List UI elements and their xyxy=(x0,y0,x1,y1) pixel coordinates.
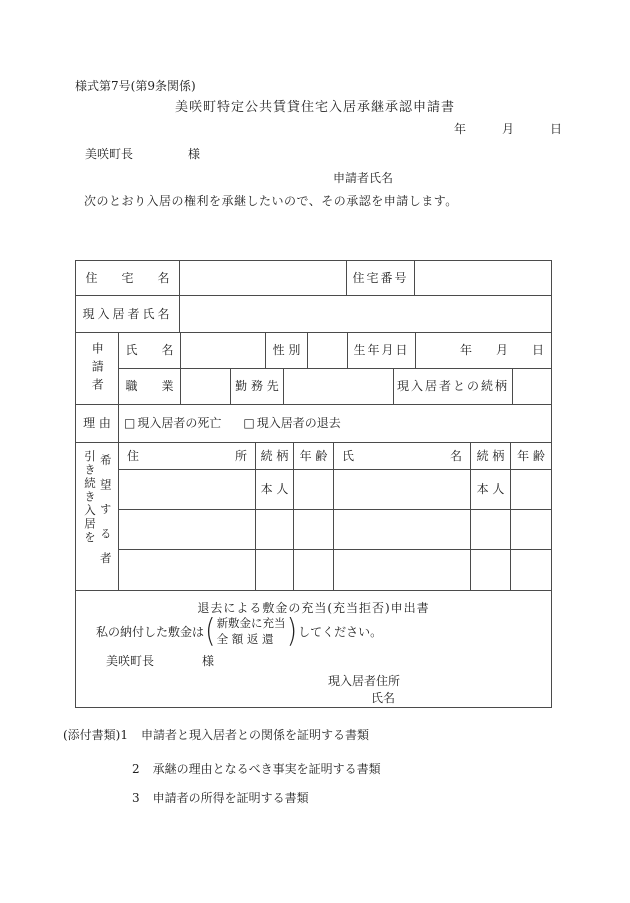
reason-option-moveout-label: 現入居者の退去 xyxy=(256,416,341,431)
household-age-field[interactable] xyxy=(294,550,334,590)
deposit-sentence-suffix: してください。 xyxy=(298,625,383,640)
household-header-row xyxy=(119,443,551,470)
addressee-name: 美咲町長 xyxy=(85,147,134,161)
current-resident-label: 現入居者氏名 xyxy=(76,296,180,332)
resident-name-label: 氏名 xyxy=(371,691,396,705)
household-relation-field[interactable] xyxy=(256,550,294,590)
attachment-text: 承継の理由となるべき事実を証明する書類 xyxy=(152,762,381,776)
household-relation2-field[interactable] xyxy=(471,510,511,549)
birthdate-label: 生年月日 xyxy=(348,333,416,368)
close-brace: ) xyxy=(286,613,298,650)
household-age2-header: 年 齢 xyxy=(517,448,545,463)
household-name-field[interactable] xyxy=(334,550,471,590)
date-line: 年 月 日 xyxy=(453,122,562,136)
applicant-name-label-cell: 氏 名 xyxy=(119,333,181,368)
workplace-field[interactable] xyxy=(284,369,394,404)
household-age2-field[interactable] xyxy=(511,510,551,549)
housing-number-label: 住宅番号 xyxy=(347,261,415,295)
workplace-label: 勤 務 先 xyxy=(231,369,284,404)
household-row-1 xyxy=(119,470,551,510)
household-age2-field[interactable] xyxy=(511,470,551,509)
attachment-number: 1 xyxy=(120,728,129,742)
household-name-field[interactable] xyxy=(334,470,471,509)
attachment-item-2 xyxy=(63,760,381,777)
household-age-header: 年 齢 xyxy=(294,443,334,469)
open-brace: ( xyxy=(205,613,216,650)
housing-row xyxy=(76,261,551,296)
household-name-field[interactable] xyxy=(334,510,471,549)
attachments-prefix: (添付書類) xyxy=(63,728,121,742)
addressee-line xyxy=(85,147,200,162)
checkbox-moveout-icon[interactable]: □ xyxy=(243,416,255,431)
addressee-honorific: 様 xyxy=(188,147,201,161)
applicant-section xyxy=(76,333,551,405)
deposit-addressee: 美咲町長 xyxy=(106,654,155,668)
body-text: 次のとおり入居の権利を承継したいので、その承認を申請します。 xyxy=(84,194,458,208)
household-age-field[interactable] xyxy=(294,510,334,549)
household-row-3 xyxy=(119,550,551,590)
housing-number-field[interactable] xyxy=(415,261,551,295)
household-address-field[interactable] xyxy=(119,470,256,509)
applicant-side-label: 申請者 xyxy=(76,333,119,404)
household-address-field[interactable] xyxy=(119,550,256,590)
reason-row xyxy=(76,405,551,443)
household-address-header: 住 所 xyxy=(119,443,256,469)
household-row-2 xyxy=(119,510,551,550)
document-title: 美咲町特定公共賃貸住宅入居承継承認申請書 xyxy=(174,100,455,115)
attachment-number: 3 xyxy=(132,791,140,805)
attachment-number: 2 xyxy=(132,762,140,776)
relationship-label: 現入居者との続柄 xyxy=(394,369,513,404)
deposit-honorific: 様 xyxy=(202,654,215,668)
attachment-text: 申請者の所得を証明する書類 xyxy=(152,791,309,805)
household-relation2-value: 本 人 xyxy=(471,470,511,509)
deposit-option-refund[interactable]: 全 額 返 還 xyxy=(216,631,274,646)
household-relation-header: 続 柄 xyxy=(256,443,294,469)
household-name-header: 氏 名 xyxy=(334,443,471,469)
attachment-item-1 xyxy=(63,726,381,743)
birthdate-field[interactable]: 年 月 日 xyxy=(459,343,544,358)
housing-name-field[interactable] xyxy=(180,261,347,295)
household-side-label: 引き続き入居を 希望する者 xyxy=(76,443,119,590)
applicant-name-field[interactable] xyxy=(181,333,266,368)
deposit-title: 退去による敷金の充当(充当拒否)申出書 xyxy=(197,601,430,615)
reason-label: 理 由 xyxy=(76,405,119,442)
deposit-sentence-prefix: 私の納付した敷金は xyxy=(96,625,205,640)
current-resident-field[interactable] xyxy=(180,296,551,332)
household-relation2-field[interactable] xyxy=(471,550,511,590)
reason-option-moveout[interactable] xyxy=(243,416,340,430)
reason-option-death[interactable] xyxy=(124,416,221,430)
household-section xyxy=(76,443,551,591)
household-age2-field[interactable] xyxy=(511,550,551,590)
checkbox-death-icon[interactable]: □ xyxy=(124,416,136,431)
deposit-option-appropriate[interactable]: 新敷金に充当 xyxy=(216,616,286,630)
deposit-section xyxy=(76,591,551,707)
application-table xyxy=(75,260,552,708)
household-relation2-header: 続 柄 xyxy=(471,443,511,469)
household-age-field[interactable] xyxy=(294,470,334,509)
deposit-sentence xyxy=(96,613,383,650)
housing-name-label: 住 宅 名 xyxy=(76,261,180,295)
relationship-field[interactable] xyxy=(513,369,551,404)
deposit-addressee-line xyxy=(106,652,214,669)
resident-address-label: 現入居者住所 xyxy=(328,674,401,688)
household-relation-field[interactable] xyxy=(256,510,294,549)
attachment-text: 申請者と現入居者との関係を証明する書類 xyxy=(141,728,370,742)
attachment-item-3 xyxy=(63,789,381,806)
reason-option-death-label: 現入居者の死亡 xyxy=(137,416,222,431)
attachments-list xyxy=(63,726,381,806)
household-address-field[interactable] xyxy=(119,510,256,549)
sex-label: 性 別 xyxy=(266,333,308,368)
current-resident-row xyxy=(76,296,551,333)
sex-field[interactable] xyxy=(308,333,348,368)
occupation-label: 職 業 xyxy=(119,369,181,404)
household-relation-value: 本 人 xyxy=(256,470,294,509)
applicant-name-label: 申請者氏名 xyxy=(333,171,394,185)
form-number: 様式第7号(第9条関係) xyxy=(75,79,196,93)
occupation-field[interactable] xyxy=(181,369,231,404)
